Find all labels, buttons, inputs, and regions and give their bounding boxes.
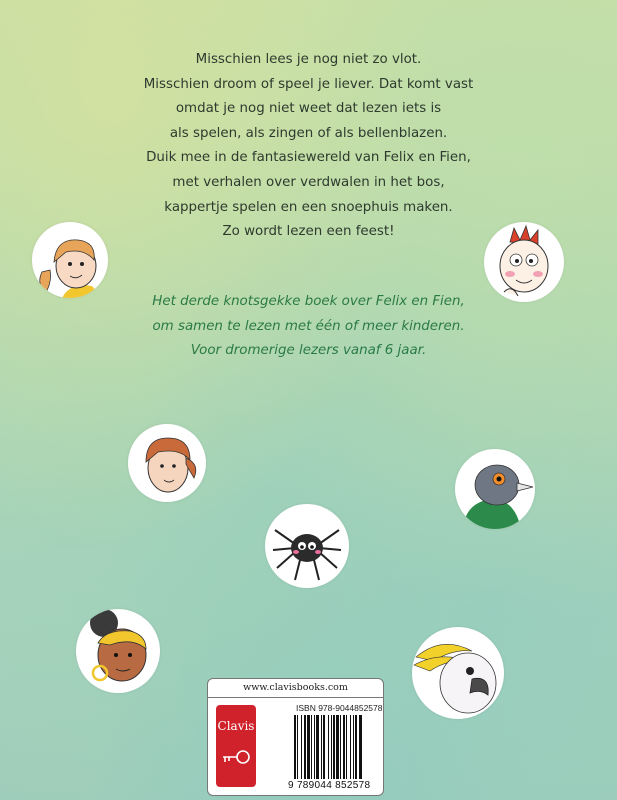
boy-red-hair-portrait-icon xyxy=(484,222,564,302)
barcode-bar xyxy=(297,715,298,779)
publisher-name: Clavis xyxy=(217,719,255,733)
barcode-digits: 9 789044 852578 xyxy=(288,780,371,791)
blurb-line: Zo wordt lezen een feest! xyxy=(222,224,395,240)
key-icon xyxy=(221,749,251,767)
clavis-logo xyxy=(216,705,256,787)
barcode-bar xyxy=(294,715,296,779)
barcode-bar xyxy=(321,715,322,779)
barcode-bar xyxy=(359,715,362,779)
barcode-bar xyxy=(343,715,345,779)
spider-portrait-icon xyxy=(265,504,349,588)
pigeon-portrait-icon xyxy=(455,449,535,529)
blurb-line: Misschien droom of speel je liever. Dat komt vast xyxy=(143,76,474,92)
tagline-line: om samen te lezen met één of meer kinderen. xyxy=(152,318,465,334)
blurb-line: met verhalen over verdwalen in het bos, xyxy=(172,174,445,190)
tagline-text xyxy=(40,290,577,364)
barcode-bar xyxy=(328,715,329,779)
cockatoo-portrait-icon xyxy=(412,627,504,719)
blurb-text xyxy=(60,48,557,245)
barcode-bar xyxy=(346,715,347,779)
girl-ponytail-portrait-icon xyxy=(32,222,108,298)
barcode-bar xyxy=(311,715,312,779)
barcode-bar xyxy=(314,715,315,779)
barcode-bar xyxy=(316,715,319,779)
barcode-bar xyxy=(355,715,357,779)
barcode-bars xyxy=(294,715,376,779)
publisher-url: www.clavisbooks.com xyxy=(208,679,383,698)
blurb-line: kappertje spelen en een snoephuis maken. xyxy=(164,199,453,215)
blurb-line: omdat je nog niet weet dat lezen iets is xyxy=(175,101,442,117)
blurb-line: Misschien lees je nog niet zo vlot. xyxy=(195,52,422,67)
barcode-bar xyxy=(353,715,354,779)
barcode-bar xyxy=(323,715,325,779)
barcode-bar xyxy=(307,715,310,779)
tagline-line: Het derde knotsgekke boek over Felix en Fien, xyxy=(152,294,465,309)
woman-red-hair-portrait-icon xyxy=(128,424,206,502)
girl-dark-bun-portrait-icon xyxy=(76,609,160,693)
blurb-line: als spelen, als zingen of als bellenblazen. xyxy=(169,125,448,141)
barcode-bar xyxy=(336,715,339,779)
isbn-label: ISBN 978-9044852578 xyxy=(296,703,383,713)
tagline-line: Voor dromerige lezers vanaf 6 jaar. xyxy=(190,343,427,359)
barcode-bar xyxy=(301,715,302,779)
barcode-bar xyxy=(340,715,341,779)
barcode-bar xyxy=(350,715,351,779)
barcode-bar xyxy=(333,715,335,779)
blurb-line: Duik mee in de fantasiewereld van Felix en Fien, xyxy=(146,150,471,166)
barcode-bar xyxy=(331,715,332,779)
barcode-bar xyxy=(304,715,306,779)
barcode-panel xyxy=(207,678,384,796)
